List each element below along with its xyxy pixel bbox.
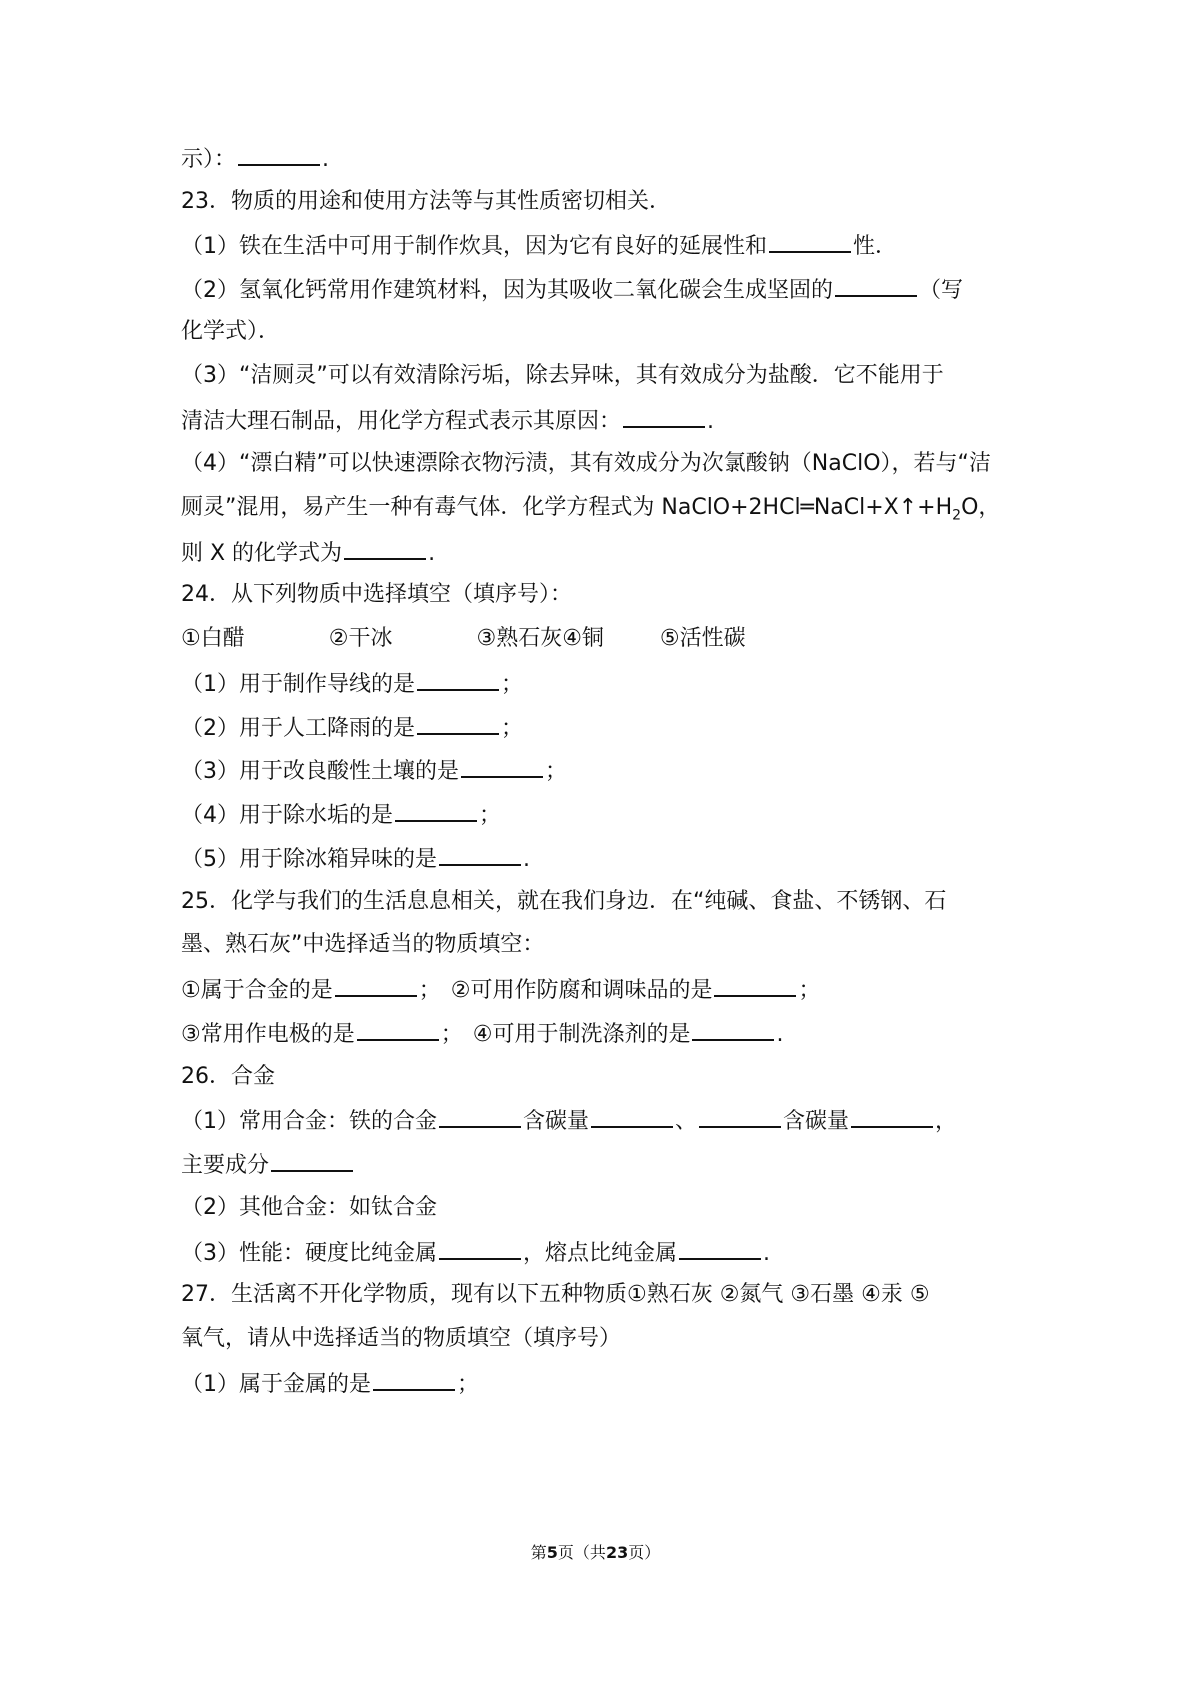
question-text: 化学式）． — [181, 319, 281, 344]
question-26-1-cont — [181, 1150, 1021, 1180]
question-text: （1）铁在生活中可用于制作炊具，因为它有良好的延展性和 — [181, 234, 767, 259]
answer-blank[interactable] — [238, 144, 320, 166]
text: . — [776, 1022, 784, 1047]
question-text: （4）用于除水垢的是 — [181, 803, 393, 828]
question-text: 墨、熟石灰”中选择适当的物质填空： — [181, 932, 545, 957]
text-line — [181, 144, 1021, 174]
question-24-options — [181, 625, 1021, 653]
question-27-cont — [181, 1325, 1021, 1353]
text: . — [707, 409, 715, 434]
option: ②干冰 — [328, 626, 393, 651]
answer-blank[interactable] — [395, 800, 477, 822]
question-27 — [181, 1281, 1021, 1309]
text: . — [428, 541, 436, 566]
question-text: （1）用于制作导线的是 — [181, 672, 415, 697]
question-text: 27．生活离不开化学物质，现有以下五种物质①熟石灰 ②氮气 ③石墨 ④汞 ⑤ — [181, 1282, 930, 1307]
question-24-5 — [181, 844, 1021, 874]
text: 、 — [675, 1109, 698, 1134]
text: 含碳量 — [783, 1109, 850, 1134]
text: ； — [798, 978, 821, 1003]
question-text: 24．从下列物质中选择填空（填序号）： — [181, 582, 572, 607]
text: 示）： — [181, 147, 237, 172]
answer-blank[interactable] — [835, 275, 917, 297]
answer-blank[interactable] — [591, 1106, 673, 1128]
question-25 — [181, 888, 1021, 916]
answer-blank[interactable] — [417, 713, 499, 735]
question-text: 则 X 的化学式为 — [181, 541, 343, 566]
answer-blank[interactable] — [439, 1238, 521, 1260]
answer-blank[interactable] — [714, 975, 796, 997]
text: ，熔点比纯金属 — [523, 1241, 678, 1266]
question-26 — [181, 1063, 1021, 1091]
question-25-row2 — [181, 1019, 1021, 1049]
text: 性． — [853, 234, 898, 259]
text: ； — [501, 716, 524, 741]
answer-blank[interactable] — [439, 1106, 521, 1128]
question-text: （3）“洁厕灵”可以有效清除污垢，除去异味，其有效成分为盐酸．它不能用于 — [181, 363, 944, 388]
question-text: （2）用于人工降雨的是 — [181, 716, 415, 741]
question-25-row1 — [181, 975, 1021, 1005]
question-text: （3）用于改良酸性土壤的是 — [181, 759, 459, 784]
answer-blank[interactable] — [439, 844, 521, 866]
answer-blank[interactable] — [623, 406, 705, 428]
question-26-1 — [181, 1106, 1021, 1136]
option: ⑤活性碳 — [659, 626, 746, 651]
option: ③熟石灰④铜 — [476, 626, 604, 651]
answer-blank[interactable] — [373, 1369, 455, 1391]
question-24-3 — [181, 756, 1021, 786]
answer-blank[interactable] — [851, 1106, 933, 1128]
question-text: 主要成分 — [181, 1153, 270, 1178]
question-26-2 — [181, 1194, 1021, 1222]
footer-text: 第 — [530, 1543, 547, 1562]
text: O， — [961, 495, 1001, 520]
question-23-2-cont — [181, 318, 1021, 346]
question-text: 23．物质的用途和使用方法等与其性质密切相关． — [181, 189, 671, 214]
question-text: 25．化学与我们的生活息息相关，就在我们身边．在“纯碱、食盐、不锈钢、石 — [181, 889, 947, 914]
page-number: 5 — [546, 1543, 558, 1562]
question-24 — [181, 581, 1021, 609]
answer-blank[interactable] — [335, 975, 417, 997]
question-25-cont — [181, 931, 1021, 959]
text: （写 — [919, 278, 964, 303]
question-26-3 — [181, 1238, 1021, 1268]
text: ； — [440, 1022, 463, 1047]
text: . — [523, 847, 530, 872]
question-text: （1）属于金属的是 — [181, 1372, 371, 1397]
chemical-equation: 厕灵”混用，易产生一种有毒气体．化学方程式为 NaClO+2HCl═NaCl+X↑+H — [181, 495, 953, 520]
question-text: （2）其他合金：如钛合金 — [181, 1195, 437, 1220]
question-text: （5）用于除冰箱异味的是 — [181, 847, 437, 872]
question-24-4 — [181, 800, 1021, 830]
question-23-1 — [181, 231, 1021, 261]
question-23-3-cont — [181, 406, 1021, 436]
question-text: ③常用作电极的是 — [181, 1022, 355, 1047]
question-text: （1）常用合金：铁的合金 — [181, 1109, 437, 1134]
question-text: ④可用于制洗涤剂的是 — [472, 1022, 691, 1047]
question-27-1 — [181, 1369, 1021, 1399]
text: ； — [418, 978, 441, 1003]
answer-blank[interactable] — [692, 1019, 774, 1041]
answer-blank[interactable] — [417, 669, 499, 691]
answer-blank[interactable] — [271, 1150, 353, 1172]
question-text: 26．合金 — [181, 1064, 275, 1089]
answer-blank[interactable] — [679, 1238, 761, 1260]
question-text: （2）氢氧化钙常用作建筑材料，因为其吸收二氧化碳会生成坚固的 — [181, 278, 833, 303]
question-23-2 — [181, 275, 1021, 305]
question-text: ①属于合金的是 — [181, 978, 333, 1003]
page-footer — [0, 1542, 1191, 1564]
question-23-3 — [181, 362, 1021, 390]
question-text: 氧气，请从中选择适当的物质填空（填序号） — [181, 1326, 622, 1351]
text: . — [763, 1241, 771, 1266]
question-23-4 — [181, 450, 1021, 478]
option: ①白醋 — [181, 626, 245, 651]
question-23 — [181, 188, 1021, 216]
footer-text: 页） — [628, 1543, 661, 1562]
answer-blank[interactable] — [769, 231, 851, 253]
question-text: （3）性能：硬度比纯金属 — [181, 1241, 437, 1266]
question-text: （4）“漂白精”可以快速漂除衣物污渍，其有效成分为次氯酸钠（NaClO），若与“洁 — [181, 451, 991, 476]
answer-blank[interactable] — [699, 1106, 781, 1128]
text: ； — [479, 803, 502, 828]
subscript: 2 — [952, 507, 962, 524]
answer-blank[interactable] — [344, 538, 426, 560]
question-23-4-cont — [181, 494, 1021, 529]
question-24-1 — [181, 669, 1021, 699]
text: ； — [501, 672, 524, 697]
text: . — [322, 147, 330, 172]
question-text: 清洁大理石制品，用化学方程式表示其原因： — [181, 409, 622, 434]
text: 含碳量 — [523, 1109, 590, 1134]
footer-text: 页（共 — [557, 1543, 606, 1562]
total-pages: 23 — [605, 1543, 629, 1562]
question-24-2 — [181, 713, 1021, 743]
answer-blank[interactable] — [357, 1019, 439, 1041]
question-text: ②可用作防腐和调味品的是 — [450, 978, 713, 1003]
text: ； — [545, 759, 568, 784]
text: ， — [935, 1109, 958, 1134]
text: ； — [457, 1372, 480, 1397]
question-23-4-cont2 — [181, 538, 1021, 568]
answer-blank[interactable] — [461, 756, 543, 778]
